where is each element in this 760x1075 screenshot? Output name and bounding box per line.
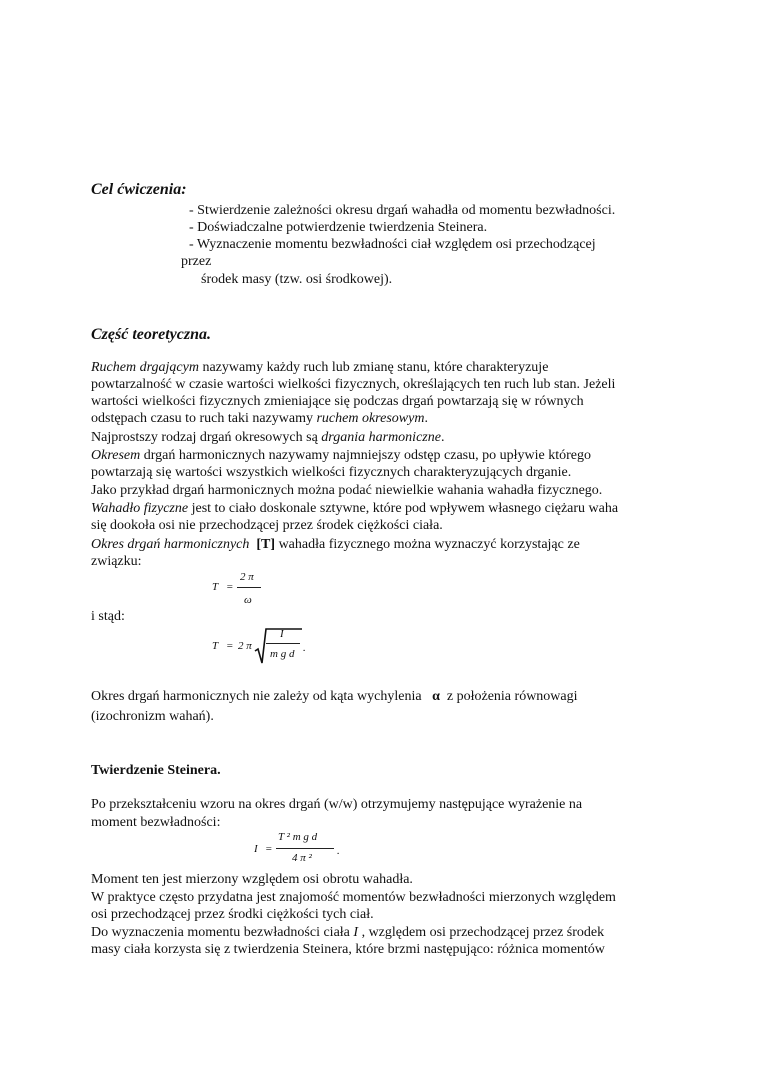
goal-item-3: - Wyznaczenie momentu bezwładności ciał względem osi przechodzącej	[189, 237, 596, 252]
formula1-num: 2 π	[240, 571, 254, 583]
formula2-den: m g d	[270, 648, 295, 660]
theory-hence: i stąd:	[91, 609, 125, 624]
goal-item-2: - Doświadczalne potwierdzenie twierdzenia Steinera.	[189, 220, 488, 235]
steiner-p2: Moment ten jest mierzony względem osi obrotu wahadła.	[91, 872, 413, 887]
formula3-den: 4 π ²	[292, 852, 312, 864]
formula3-num: T ² m g d	[278, 831, 318, 843]
formula3-end: .	[337, 845, 340, 857]
goal-item-3-cont: środek masy (tzw. osi środkowej).	[201, 272, 393, 287]
steiner-p3-line2: osi przechodzącej przez środki ciężkości tych ciał.	[91, 907, 374, 922]
theory-p3-line1-text: drgań harmonicznych nazywamy najmniejszy odstęp czasu, po upływie którego	[140, 448, 591, 463]
goal-item-1: - Stwierdzenie zależności okresu drgań wahadła od momentu bezwładności.	[189, 203, 616, 218]
theory-p6-line1	[91, 536, 580, 553]
formula2-num: I	[280, 628, 284, 640]
formula1-eq: =	[226, 581, 234, 593]
theory-p1-line1-text: nazywamy każdy ruch lub zmianę stanu, które charakteryzuje	[198, 360, 549, 375]
theory-p5-line2: się dookoła osi nie przechodzącej przez środek ciężkości ciała.	[91, 518, 443, 533]
theory-p5-line1	[91, 500, 618, 517]
theory-p2	[91, 429, 444, 446]
theory-p7-line1-rest: z położenia równowagi	[446, 689, 578, 704]
formula3-lhs: I	[254, 843, 258, 855]
theory-p7-line1	[91, 688, 578, 705]
theory-p1-line4	[91, 410, 428, 427]
theory-p7-line1-text: Okres drgań harmonicznych nie zależy od kąta wychylenia	[91, 689, 422, 704]
formula2-lhs: T	[212, 640, 219, 652]
steiner-p4-line1	[91, 924, 604, 941]
term-ruch-drgajacy: Ruchem drgającym	[91, 360, 199, 375]
steiner-p4-line1-text: Do wyznaczenia momentu bezwładności ciała	[91, 925, 354, 940]
formula1-fraction-bar	[237, 587, 261, 588]
theory-p1-line3: wartości wielkości fizycznych zmieniające się podczas drgań powtarzają się w równych	[91, 394, 584, 409]
theory-p6-line1-text: wahadła fizycznego można wyznaczyć korzystając ze	[275, 537, 580, 552]
sqrt-sign-icon	[254, 625, 304, 667]
steiner-p1-line2: moment bezwładności:	[91, 815, 221, 830]
term-okres: Okresem	[91, 448, 141, 463]
symbol-I: I	[353, 925, 359, 940]
theory-p1-line4-text: odstępach czasu to ruch taki nazywamy	[91, 411, 317, 426]
theory-p4: Jako przykład drgań harmonicznych można podać niewielkie wahania wahadła fizycznego.	[91, 483, 603, 498]
term-drgania-harmoniczne: drgania harmoniczne	[321, 430, 441, 445]
steiner-p4-line1-rest: , względem osi przechodzącej przez środek	[358, 925, 605, 940]
theory-heading: Część teoretyczna.	[91, 326, 211, 343]
theory-p2-text: Najprostszy rodzaj drgań okresowych są	[91, 430, 322, 445]
steiner-p4-line2: masy ciała korzysta się z twierdzenia Steinera, które brzmi następująco: różnica momentów	[91, 942, 605, 957]
formula1-lhs: T	[212, 581, 219, 593]
term-okres-drgan: Okres drgań harmonicznych	[91, 537, 250, 552]
formula2-fraction-bar	[266, 643, 300, 644]
theory-p1-line1	[91, 359, 548, 376]
goal-item-3-wrap: przez	[181, 254, 212, 269]
goal-heading: Cel ćwiczenia:	[91, 181, 187, 198]
theory-p1-line2: powtarzalność w czasie wartości wielkości fizycznych, określających ten ruch lub stan. Jeżeli	[91, 377, 616, 392]
term-wahadlo-fizyczne: Wahadło fizyczne	[91, 501, 189, 516]
symbol-alpha: α	[432, 689, 440, 704]
formula2-end: .	[303, 642, 306, 654]
formula2-eq: =	[226, 640, 234, 652]
theory-p7-line2: (izochronizm wahań).	[91, 709, 214, 724]
theory-p1-line4-end: .	[424, 411, 428, 426]
theory-p3-line2: powtarzają się wartości wszystkich wielkości fizycznych charakteryzujących drganie.	[91, 465, 572, 480]
theory-p2-end: .	[440, 430, 445, 445]
formula3-eq: =	[265, 843, 273, 855]
steiner-p1-line1: Po przekształceniu wzoru na okres drgań (w/w) otrzymujemy następujące wyrażenie na	[91, 797, 583, 812]
steiner-heading: Twierdzenie Steinera.	[91, 763, 221, 778]
term-ruch-okresowy: ruchem okresowym	[316, 411, 425, 426]
theory-p3-line1	[91, 447, 591, 464]
formula3-fraction-bar	[276, 848, 334, 849]
formula2-coef: 2 π	[238, 640, 252, 652]
formula1-den: ω	[244, 594, 252, 606]
steiner-p3-line1: W praktyce często przydatna jest znajomość momentów bezwładności mierzonych względem	[91, 890, 616, 905]
theory-p6-line2: związku:	[91, 554, 142, 569]
symbol-T: [T]	[256, 537, 276, 552]
theory-p5-line1-text: jest to ciało doskonale sztywne, które pod wpływem własnego ciężaru waha	[188, 501, 619, 516]
